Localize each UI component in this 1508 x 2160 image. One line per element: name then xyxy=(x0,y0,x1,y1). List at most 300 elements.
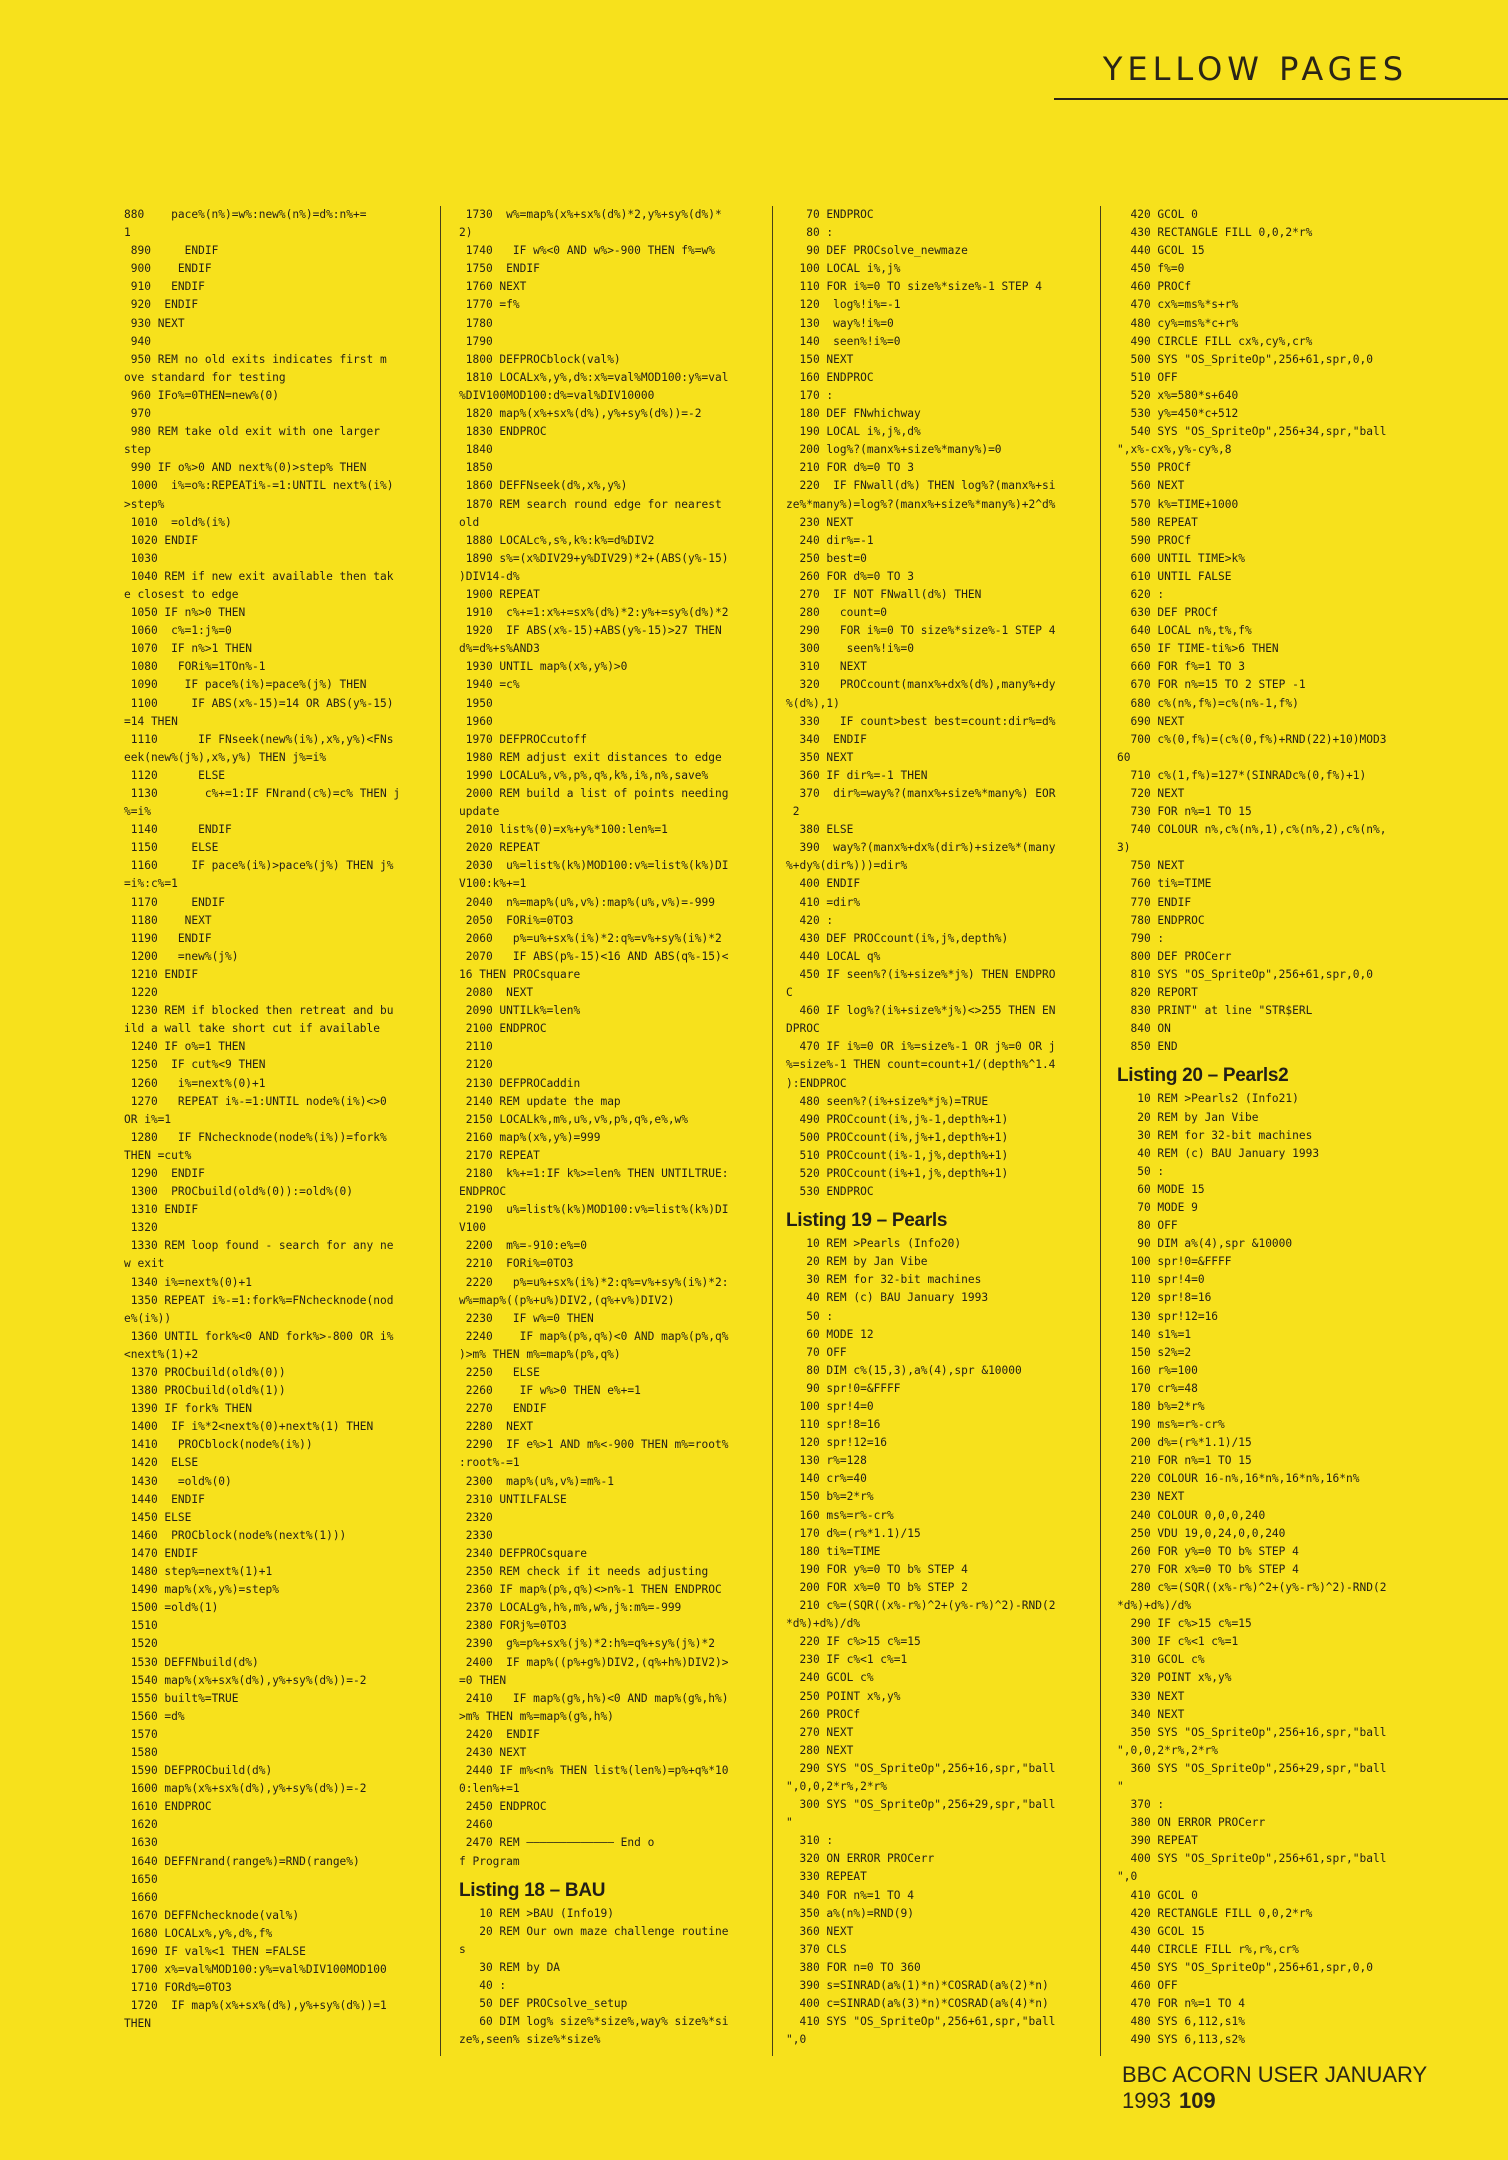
code-line: 2220 p%=u%+sx%(i%)*2:q%=v%+sy%(i%)*2: xyxy=(459,1275,729,1289)
code-line: 1020 ENDIF xyxy=(124,533,199,547)
code-line: 2060 p%=u%+sx%(i%)*2:q%=v%+sy%(i%)*2 xyxy=(459,931,722,945)
code-line: 1330 REM loop found - search for any ne xyxy=(124,1239,394,1253)
code-line: 450 f%=0 xyxy=(1117,262,1185,276)
code-line: 400 ENDIF xyxy=(786,877,861,891)
code-line: 320 ON ERROR PROCerr xyxy=(786,1852,935,1866)
code-line: 170 d%=(r%*1.1)/15 xyxy=(786,1526,921,1540)
code-line: 950 REM no old exits indicates first m xyxy=(124,352,387,366)
code-line: 2370 LOCALg%,h%,m%,w%,j%:m%=-999 xyxy=(459,1601,682,1615)
code-line: 2130 DEFPROCaddin xyxy=(459,1076,581,1090)
code-line: 120 spr!12=16 xyxy=(786,1436,888,1450)
code-line: 510 PROCcount(i%-1,j%,depth%+1) xyxy=(786,1148,1009,1162)
code-line: 480 cy%=ms%*c+r% xyxy=(1117,316,1239,330)
code-line: 610 UNTIL FALSE xyxy=(1117,569,1232,583)
code-line: 2040 n%=map%(u%,v%):map%(u%,v%)=-999 xyxy=(459,895,715,909)
code-line: 270 NEXT xyxy=(786,1725,854,1739)
code-line: 1290 ENDIF xyxy=(124,1166,205,1180)
code-line: 2030 u%=list%(k%)MOD100:v%=list%(k%)DI xyxy=(459,859,729,873)
code-line: 20 REM by Jan Vibe xyxy=(1117,1110,1259,1124)
code-line: 930 NEXT xyxy=(124,316,185,330)
code-line: 690 NEXT xyxy=(1117,714,1185,728)
code-line: %(d%),1) xyxy=(786,696,840,710)
code-line: 490 CIRCLE FILL cx%,cy%,cr% xyxy=(1117,334,1313,348)
code-line: 1470 ENDIF xyxy=(124,1546,199,1560)
code-line: 340 ENDIF xyxy=(786,732,867,746)
section-title: YELLOW PAGES xyxy=(1102,50,1408,88)
code-line: 2 xyxy=(786,805,800,819)
column-divider xyxy=(440,206,441,2056)
code-line: 440 GCOL 15 xyxy=(1117,244,1205,258)
code-line: 140 cr%=40 xyxy=(786,1472,867,1486)
code-line: 510 OFF xyxy=(1117,370,1178,384)
code-line: 1070 IF n%>1 THEN xyxy=(124,642,252,656)
code-line: 140 seen%!i%=0 xyxy=(786,334,901,348)
code-line: 110 FOR i%=0 TO size%*size%-1 STEP 4 xyxy=(786,280,1042,294)
code-line: 1150 ELSE xyxy=(124,841,219,855)
code-line: 250 POINT x%,y% xyxy=(786,1689,901,1703)
code-line: 190 LOCAL i%,j%,d% xyxy=(786,425,921,439)
code-line: %+dy%(dir%)))=dir% xyxy=(786,859,908,873)
code-line: 130 r%=128 xyxy=(786,1454,867,1468)
code-line: 240 COLOUR 0,0,0,240 xyxy=(1117,1508,1266,1522)
code-line: 560 NEXT xyxy=(1117,479,1185,493)
code-line: 350 a%(n%)=RND(9) xyxy=(786,1906,914,1920)
code-line: 1920 IF ABS(x%-15)+ABS(y%-15)>27 THEN xyxy=(459,624,722,638)
code-line: 2380 FORj%=0TO3 xyxy=(459,1619,567,1633)
code-line: 600 UNTIL TIME>k% xyxy=(1117,551,1245,565)
code-line: 520 PROCcount(i%+1,j%,depth%+1) xyxy=(786,1166,1009,1180)
code-line: 50 : xyxy=(786,1309,834,1323)
code-line: 420 : xyxy=(786,913,834,927)
code-line: 1130 c%+=1:IF FNrand(c%)=c% THEN j xyxy=(124,787,401,800)
code-line: 1520 xyxy=(124,1637,158,1651)
code-line: %=i% xyxy=(124,805,151,819)
code-line: 180 DEF FNwhichway xyxy=(786,407,921,421)
code-line: 1800 DEFPROCblock(val%) xyxy=(459,352,621,366)
code-line: 420 GCOL 0 xyxy=(1117,208,1198,221)
code-line: 360 IF dir%=-1 THEN xyxy=(786,768,928,782)
code-line: 0:len%+=1 xyxy=(459,1782,520,1796)
code-line: 1500 =old%(1) xyxy=(124,1601,219,1615)
code-line: 2440 IF m%<n% THEN list%(len%)=p%+q%*10 xyxy=(459,1764,729,1778)
code-line: 500 PROCcount(i%,j%+1,depth%+1) xyxy=(786,1130,1009,1144)
code-line: 840 ON xyxy=(1117,1022,1171,1036)
code-line: 620 : xyxy=(1117,587,1165,601)
code-line: 270 FOR x%=0 TO b% STEP 4 xyxy=(1117,1562,1299,1576)
code-line: 1300 PROCbuild(old%(0)):=old%(0) xyxy=(124,1185,354,1199)
code-line: 680 c%(n%,f%)=c%(n%-1,f%) xyxy=(1117,696,1299,710)
code-line: 30 REM by DA xyxy=(459,1960,561,1974)
code-line: 1410 PROCblock(node%(i%)) xyxy=(124,1438,313,1452)
code-line: 20 REM by Jan Vibe xyxy=(786,1255,928,1269)
code-line: 50 DEF PROCsolve_setup xyxy=(459,1997,628,2011)
code-line: 1890 s%=(x%DIV29+y%DIV29)*2+(ABS(y%-15) xyxy=(459,551,729,565)
code-line: w%=map%((p%+u%)DIV2,(q%+v%)DIV2) xyxy=(459,1293,675,1307)
code-line: 1730 w%=map%(x%+sx%(d%)*2,y%+sy%(d%)* xyxy=(459,208,722,221)
code-line: 470 IF i%=0 OR i%=size%-1 OR j%=0 OR j xyxy=(786,1040,1056,1054)
code-line: 1340 i%=next%(0)+1 xyxy=(124,1275,252,1289)
code-line: 700 c%(0,f%)=(c%(0,f%)+RND(22)+10)MOD3 xyxy=(1117,732,1387,746)
code-line: 430 RECTANGLE FILL 0,0,2*r% xyxy=(1117,226,1313,240)
code-line: 1580 xyxy=(124,1745,158,1759)
code-line: d%=d%+s%AND3 xyxy=(459,642,540,656)
code-line: 2400 IF map%((p%+g%)DIV2,(q%+h%)DIV2)> xyxy=(459,1655,729,1669)
code-line: 1680 LOCALx%,y%,d%,f% xyxy=(124,1926,273,1940)
code-line: 260 FOR d%=0 TO 3 xyxy=(786,569,914,583)
code-line: 1030 xyxy=(124,551,158,565)
code-line: 1230 REM if blocked then retreat and bu xyxy=(124,1004,394,1018)
code-line: 2260 IF w%>0 THEN e%+=1 xyxy=(459,1384,641,1398)
code-line: 1550 built%=TRUE xyxy=(124,1691,239,1705)
code-line: 190 FOR y%=0 TO b% STEP 4 xyxy=(786,1562,968,1576)
code-line: 2240 IF map%(p%,q%)<0 AND map%(p%,q% xyxy=(459,1329,729,1343)
code-line: 1440 ENDIF xyxy=(124,1492,205,1506)
code-line: 170 cr%=48 xyxy=(1117,1381,1198,1395)
code-line: 2150 LOCALk%,m%,u%,v%,p%,q%,e%,w% xyxy=(459,1112,689,1126)
code-line: 2450 ENDPROC xyxy=(459,1800,547,1814)
code-line: 3) xyxy=(1117,841,1131,855)
code-line: 470 FOR n%=1 TO 4 xyxy=(1117,1997,1245,2011)
code-line: 100 spr!4=0 xyxy=(786,1400,874,1413)
code-line: 1270 REPEAT i%-=1:UNTIL node%(i%)<>0 xyxy=(124,1094,387,1108)
code-line: 900 ENDIF xyxy=(124,262,212,276)
listing-column-2 xyxy=(459,206,757,2049)
code-line: ze%,seen% size%*size% xyxy=(459,2033,601,2047)
code-line: " xyxy=(1117,1779,1124,1793)
code-line: :root%-=1 xyxy=(459,1456,520,1470)
code-line: 220 IF c%>15 c%=15 xyxy=(786,1635,921,1649)
code-line: 2090 UNTILk%=len% xyxy=(459,1004,581,1018)
code-line: 2460 xyxy=(459,1818,493,1832)
code-line: 280 NEXT xyxy=(786,1743,854,1757)
code-line: 2390 g%=p%+sx%(j%)*2:h%=q%+sy%(j%)*2 xyxy=(459,1637,715,1651)
code-line: 250 best=0 xyxy=(786,551,867,565)
code-line: 1280 IF FNchecknode(node%(i%))=fork% xyxy=(124,1130,387,1144)
code-line: 1560 =d% xyxy=(124,1709,185,1723)
code-line: 1700 x%=val%MOD100:y%=val%DIV100MOD100 xyxy=(124,1963,387,1977)
code-line: 2180 k%+=1:IF k%>=len% THEN UNTILTRUE: xyxy=(459,1166,729,1180)
code-line: 1990 LOCALu%,v%,p%,q%,k%,i%,n%,save% xyxy=(459,768,709,782)
code-line: 250 VDU 19,0,24,0,0,240 xyxy=(1117,1526,1286,1540)
code-line: 1660 xyxy=(124,1890,158,1904)
code-line: 970 xyxy=(124,407,151,421)
code-line: 1910 c%+=1:x%+=sx%(d%)*2:y%+=sy%(d%)*2 xyxy=(459,606,729,620)
code-line: 10 REM >Pearls2 (Info21) xyxy=(1117,1092,1299,1106)
listing-heading: Listing 18 – BAU xyxy=(459,1879,606,1901)
code-line: =i%:c%=1 xyxy=(124,877,178,891)
code-line: 10 REM >BAU (Info19) xyxy=(459,1906,614,1920)
code-line: 1480 step%=next%(1)+1 xyxy=(124,1565,273,1579)
code-line: 440 LOCAL q% xyxy=(786,949,881,963)
code-line: 260 FOR y%=0 TO b% STEP 4 xyxy=(1117,1544,1299,1558)
code-line: e closest to edge xyxy=(124,587,239,601)
column-divider xyxy=(772,206,773,2056)
code-line: 2270 ENDIF xyxy=(459,1402,547,1416)
code-line: 80 : xyxy=(786,226,834,240)
code-line: *d%)+d%)/d% xyxy=(786,1617,861,1631)
code-line: 1850 xyxy=(459,461,493,475)
code-line: 440 CIRCLE FILL r%,r%,cr% xyxy=(1117,1942,1299,1956)
code-line: 2000 REM build a list of points needing xyxy=(459,787,729,800)
code-line: 90 spr!0=&FFFF xyxy=(786,1381,901,1395)
code-line: 1360 UNTIL fork%<0 AND fork%>-800 OR i% xyxy=(124,1329,394,1343)
code-line: 2430 NEXT xyxy=(459,1745,527,1759)
code-line: 230 IF c%<1 c%=1 xyxy=(786,1653,908,1667)
code-line: 1820 map%(x%+sx%(d%),y%+sy%(d%))=-2 xyxy=(459,407,702,421)
code-line: 2320 xyxy=(459,1510,493,1524)
code-line: 2120 xyxy=(459,1058,493,1072)
code-line: 1400 IF i%*2<next%(0)+next%(1) THEN xyxy=(124,1420,374,1434)
code-line: 1600 map%(x%+sx%(d%),y%+sy%(d%))=-2 xyxy=(124,1782,367,1796)
code-line: 2330 xyxy=(459,1528,493,1542)
code-line: 2140 REM update the map xyxy=(459,1094,621,1108)
code-line: 2470 REM ————————————— End o xyxy=(459,1836,655,1850)
code-line: 70 ENDPROC xyxy=(786,208,874,221)
code-line: 2100 ENDPROC xyxy=(459,1022,547,1036)
code-line: 40 REM (c) BAU January 1993 xyxy=(1117,1146,1320,1160)
code-line: 1870 REM search round edge for nearest xyxy=(459,497,722,511)
code-line: 10 REM >Pearls (Info20) xyxy=(786,1237,962,1251)
code-line: 240 GCOL c% xyxy=(786,1671,874,1685)
code-line: 240 dir%=-1 xyxy=(786,533,874,547)
code-line: 320 POINT x%,y% xyxy=(1117,1671,1232,1685)
code-line: DPROC xyxy=(786,1022,820,1036)
code-line: 150 s2%=2 xyxy=(1117,1345,1192,1359)
code-line: 2290 IF e%>1 AND m%<-900 THEN m%=root% xyxy=(459,1438,729,1452)
code-line: 720 NEXT xyxy=(1117,787,1185,800)
code-line: 320 PROCcount(manx%+dx%(d%),many%+dy xyxy=(786,678,1056,692)
code-line: 1960 xyxy=(459,714,493,728)
code-line: 1 xyxy=(124,226,131,240)
code-line: 400 c=SINRAD(a%(3)*n)*COSRAD(a%(4)*n) xyxy=(786,1997,1049,2011)
code-line: 460 PROCf xyxy=(1117,280,1192,294)
code-line: 1170 ENDIF xyxy=(124,895,226,909)
code-line: 280 count=0 xyxy=(786,606,888,620)
code-line: 830 PRINT" at line "STR$ERL xyxy=(1117,1004,1313,1018)
code-line: 1320 xyxy=(124,1221,158,1235)
code-line: 630 DEF PROCf xyxy=(1117,606,1219,620)
code-line: 1370 PROCbuild(old%(0)) xyxy=(124,1366,286,1379)
listing-column-1 xyxy=(124,206,410,2033)
code-line: 1940 =c% xyxy=(459,678,520,692)
code-line: 330 REPEAT xyxy=(786,1870,867,1884)
listing-heading: Listing 19 – Pearls xyxy=(786,1210,948,1232)
code-line: 420 RECTANGLE FILL 0,0,2*r% xyxy=(1117,1906,1313,1920)
code-line: 1220 xyxy=(124,986,158,1000)
code-line: 60 MODE 15 xyxy=(1117,1182,1205,1196)
code-line: 180 ti%=TIME xyxy=(786,1544,881,1558)
code-line: 1790 xyxy=(459,334,493,348)
code-line: 1250 IF cut%<9 THEN xyxy=(124,1058,266,1072)
code-line: 430 DEF PROCcount(i%,j%,depth%) xyxy=(786,931,1009,945)
code-line: 370 : xyxy=(1117,1798,1165,1812)
code-line: 210 c%=(SQR((x%-r%)^2+(y%-r%)^2)-RND(2 xyxy=(786,1599,1056,1613)
code-line: 1830 ENDPROC xyxy=(459,425,547,439)
header-rule xyxy=(1054,98,1508,100)
code-line: 2080 NEXT xyxy=(459,986,534,1000)
code-line: 40 REM (c) BAU January 1993 xyxy=(786,1291,989,1305)
code-line: 1590 DEFPROCbuild(d%) xyxy=(124,1764,273,1778)
code-line: 70 MODE 9 xyxy=(1117,1200,1198,1214)
code-line: OR i%=1 xyxy=(124,1112,172,1126)
code-line: 2160 map%(x%,y%)=999 xyxy=(459,1130,601,1144)
code-line: 1110 IF FNseek(new%(i%),x%,y%)<FNs xyxy=(124,732,394,746)
code-line: 640 LOCAL n%,t%,f% xyxy=(1117,624,1252,638)
code-line: update xyxy=(459,805,500,819)
code-line: 410 =dir% xyxy=(786,895,861,909)
code-line: 50 : xyxy=(1117,1164,1165,1178)
code-line: 460 IF log%?(i%+size%*j%)<>255 THEN EN xyxy=(786,1004,1056,1018)
code-line: 230 NEXT xyxy=(1117,1490,1185,1504)
code-line: 30 REM for 32-bit machines xyxy=(1117,1128,1313,1142)
page-number: 109 xyxy=(1178,2088,1216,2113)
code-line: 70 OFF xyxy=(786,1345,847,1359)
code-line: 1430 =old%(0) xyxy=(124,1474,232,1488)
code-line: 1350 REPEAT i%-=1:fork%=FNchecknode(nod xyxy=(124,1293,394,1307)
code-line: 1080 FORi%=1TOn%-1 xyxy=(124,660,266,674)
code-line: 210 FOR d%=0 TO 3 xyxy=(786,461,914,475)
code-line: 380 ELSE xyxy=(786,823,854,837)
column-divider xyxy=(1100,206,1101,2056)
code-line: 1510 xyxy=(124,1619,158,1633)
code-line: 100 spr!0=&FFFF xyxy=(1117,1255,1232,1269)
code-line: )>m% THEN m%=map%(p%,q%) xyxy=(459,1347,621,1361)
code-line: 580 REPEAT xyxy=(1117,515,1198,529)
code-line: 1840 xyxy=(459,443,493,457)
code-line: 450 IF seen%?(i%+size%*j%) THEN ENDPRO xyxy=(786,967,1056,981)
code-line: 190 ms%=r%-cr% xyxy=(1117,1418,1225,1432)
code-line: 370 dir%=way%?(manx%+size%*many%) EOR xyxy=(786,787,1056,800)
code-line: 1120 ELSE xyxy=(124,768,226,782)
listing-column-4 xyxy=(1117,206,1415,2049)
code-line: 490 SYS 6,113,s2% xyxy=(1117,2033,1245,2047)
code-line: 920 ENDIF xyxy=(124,298,199,312)
code-line: 660 FOR f%=1 TO 3 xyxy=(1117,660,1245,674)
code-line: 990 IF o%>0 AND next%(0)>step% THEN xyxy=(124,461,367,475)
code-line: THEN xyxy=(124,2017,151,2031)
code-line: 590 PROCf xyxy=(1117,533,1192,547)
code-line: 300 seen%!i%=0 xyxy=(786,642,914,656)
code-line: 310 : xyxy=(786,1834,834,1848)
code-line: 2) xyxy=(459,226,473,240)
code-line: C xyxy=(786,986,793,1000)
code-line: >m% THEN m%=map%(g%,h%) xyxy=(459,1709,614,1723)
code-line: eek(new%(j%),x%,y%) THEN j%=i% xyxy=(124,750,327,764)
code-line: 1210 ENDIF xyxy=(124,967,199,981)
code-line: 380 ON ERROR PROCerr xyxy=(1117,1816,1266,1830)
code-line: 210 FOR n%=1 TO 15 xyxy=(1117,1454,1252,1468)
code-line: 400 SYS "OS_SpriteOp",256+61,spr,"ball xyxy=(1117,1852,1387,1866)
code-line: 16 THEN PROCsquare xyxy=(459,967,581,981)
code-line: 220 COLOUR 16-n%,16*n%,16*n%,16*n% xyxy=(1117,1472,1360,1486)
code-line: 810 SYS "OS_SpriteOp",256+61,spr,0,0 xyxy=(1117,967,1373,981)
code-line: 110 spr!8=16 xyxy=(786,1418,881,1432)
code-line: 1670 DEFFNchecknode(val%) xyxy=(124,1908,300,1922)
code-line: 1390 IF fork% THEN xyxy=(124,1402,252,1416)
code-line: 2300 map%(u%,v%)=m%-1 xyxy=(459,1474,614,1488)
code-line: ild a wall take short cut if available xyxy=(124,1022,380,1036)
code-line: 1450 ELSE xyxy=(124,1510,192,1524)
code-line: 2200 m%=-910:e%=0 xyxy=(459,1239,587,1253)
code-line: 980 REM take old exit with one larger xyxy=(124,425,380,439)
code-line: 1750 ENDIF xyxy=(459,262,540,276)
code-line: 650 IF TIME-ti%>6 THEN xyxy=(1117,642,1279,656)
code-line: 880 pace%(n%)=w%:new%(n%)=d%:n%+= xyxy=(124,208,367,221)
code-line: 290 SYS "OS_SpriteOp",256+16,spr,"ball xyxy=(786,1761,1056,1775)
code-line: 2230 IF w%=0 THEN xyxy=(459,1311,594,1325)
code-line: 1950 xyxy=(459,696,493,710)
code-line: " xyxy=(786,1816,793,1830)
code-line: 2280 NEXT xyxy=(459,1420,534,1434)
code-line: 160 ms%=r%-cr% xyxy=(786,1508,894,1522)
code-line: 1650 xyxy=(124,1872,158,1886)
code-line: <next%(1)+2 xyxy=(124,1347,199,1361)
code-line: 200 d%=(r%*1.1)/15 xyxy=(1117,1436,1252,1450)
code-line: 1640 DEFFNrand(range%)=RND(range%) xyxy=(124,1854,360,1868)
code-line: 260 PROCf xyxy=(786,1707,861,1721)
code-line: 2190 u%=list%(k%)MOD100:v%=list%(k%)DI xyxy=(459,1203,729,1217)
code-line: 140 s1%=1 xyxy=(1117,1327,1192,1341)
code-line: 170 : xyxy=(786,388,834,402)
code-line: 520 x%=580*s+640 xyxy=(1117,388,1239,402)
code-line: 1860 DEFFNseek(d%,x%,y%) xyxy=(459,479,628,493)
code-line: 1720 IF map%(x%+sx%(d%),y%+sy%(d%))=1 xyxy=(124,1999,387,2013)
code-line: 280 c%=(SQR((x%-r%)^2+(y%-r%)^2)-RND(2 xyxy=(1117,1580,1387,1594)
code-line: *d%)+d%)/d% xyxy=(1117,1599,1192,1613)
code-line: 290 IF c%>15 c%=15 xyxy=(1117,1617,1252,1631)
code-line: 370 CLS xyxy=(786,1942,847,1956)
code-line: 1620 xyxy=(124,1818,158,1832)
code-line: 2340 DEFPROCsquare xyxy=(459,1546,587,1560)
code-line: 120 log%!i%=-1 xyxy=(786,298,901,312)
code-line: 130 spr!12=16 xyxy=(1117,1309,1219,1323)
code-line: 150 NEXT xyxy=(786,352,854,366)
code-line: 310 NEXT xyxy=(786,660,867,674)
code-line: 1970 DEFPROCcutoff xyxy=(459,732,587,746)
code-line: old xyxy=(459,515,480,529)
code-line: 530 y%=450*c+512 xyxy=(1117,407,1239,421)
code-line: 1460 PROCblock(node%(next%(1))) xyxy=(124,1528,347,1542)
code-line: 200 log%?(manx%+size%*many%)=0 xyxy=(786,443,1002,457)
code-line: 150 b%=2*r% xyxy=(786,1490,874,1504)
page-footer xyxy=(1122,2062,1508,2114)
code-line: 300 SYS "OS_SpriteOp",256+29,spr,"ball xyxy=(786,1798,1056,1812)
code-line: 500 SYS "OS_SpriteOp",256+61,spr,0,0 xyxy=(1117,352,1373,366)
code-line: 160 ENDPROC xyxy=(786,370,874,384)
code-line: ",0,0,2*r%,2*r% xyxy=(1117,1743,1219,1757)
code-line: THEN =cut% xyxy=(124,1148,192,1162)
code-line: 2360 IF map%(p%,q%)<>n%-1 THEN ENDPROC xyxy=(459,1583,722,1597)
code-line: 2250 ELSE xyxy=(459,1366,540,1379)
code-line: 310 GCOL c% xyxy=(1117,1653,1205,1667)
code-line: 570 k%=TIME+1000 xyxy=(1117,497,1239,511)
code-line: step xyxy=(124,443,151,457)
code-line: 790 : xyxy=(1117,931,1165,945)
code-line: 1810 LOCALx%,y%,d%:x%=val%MOD100:y%=val xyxy=(459,370,729,384)
code-line: 760 ti%=TIME xyxy=(1117,877,1212,891)
code-line: >step% xyxy=(124,497,165,511)
magazine-issue: BBC ACORN USER JANUARY 1993 xyxy=(1122,2062,1427,2113)
code-line: 1760 NEXT xyxy=(459,280,527,294)
code-line: 1490 map%(x%,y%)=step% xyxy=(124,1583,279,1597)
code-line: 1000 i%=o%:REPEATi%-=1:UNTIL next%(i%) xyxy=(124,479,394,493)
code-line: 1160 IF pace%(i%)>pace%(j%) THEN j% xyxy=(124,859,394,873)
code-line: 2420 ENDIF xyxy=(459,1727,540,1741)
code-line: 1240 IF o%=1 THEN xyxy=(124,1040,246,1054)
code-line: 2110 xyxy=(459,1040,493,1054)
code-line: 1630 xyxy=(124,1836,158,1850)
code-line: 2350 REM check if it needs adjusting xyxy=(459,1565,709,1579)
